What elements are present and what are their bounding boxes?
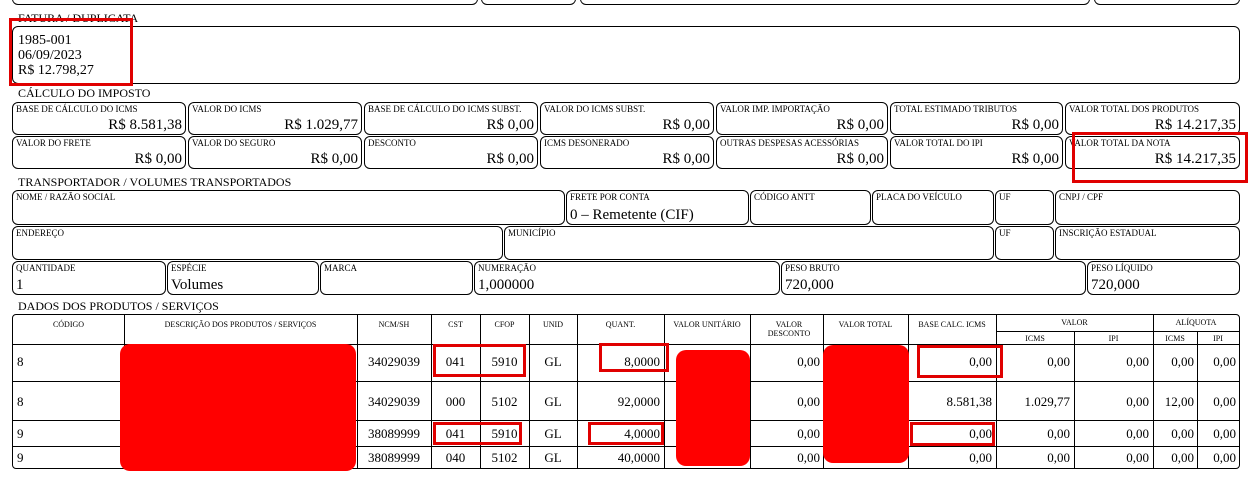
imposto-row2-field-3 [540, 136, 714, 169]
cell-codigo: 9 [17, 426, 24, 441]
imposto-field-value: R$ 14.217,35 [1154, 151, 1236, 167]
header-valor-unitario: VALOR UNITÁRIO [673, 320, 741, 329]
frete-value: 0 – Remetente (CIF) [570, 207, 694, 223]
antt-label: CÓDIGO ANTT [754, 192, 815, 202]
header-valor-desconto: VALOR DESCONTO [767, 320, 811, 338]
imposto-field-label: VALOR DO ICMS [192, 104, 262, 114]
marca-label: MARCA [324, 263, 358, 273]
imposto-row1-field-6 [1065, 102, 1240, 135]
marca-box [320, 261, 473, 295]
imposto-section-title: CÁLCULO DO IMPOSTO [18, 86, 151, 100]
imposto-field-label: DESCONTO [368, 138, 416, 148]
placa-box [872, 190, 994, 225]
peso-bruto-label: PESO BRUTO [785, 263, 840, 273]
imposto-row1-field-5 [890, 102, 1063, 135]
col-line [357, 315, 358, 468]
imposto-field-value: R$ 8.581,38 [108, 117, 182, 133]
header-base-icms: BASE CALC. ICMS [918, 320, 986, 329]
header-valor-group: VALOR [1061, 318, 1088, 327]
highlight-fatura [9, 18, 133, 86]
imposto-field-value: R$ 0,00 [836, 117, 884, 133]
placa-label: PLACA DO VEÍCULO [876, 192, 962, 202]
imposto-field-label: OUTRAS DESPESAS ACESSÓRIAS [720, 138, 860, 148]
nome-razao-box [12, 190, 565, 225]
header-descricao: DESCRIÇÃO DOS PRODUTOS / SERVIÇOS [164, 320, 317, 329]
fatura-section-title: FATURA / DUPLICATA [18, 11, 139, 25]
highlight-row1-quant [599, 343, 669, 372]
numeracao-value: 1,000000 [478, 277, 535, 293]
header-codigo: CÓDIGO [52, 320, 85, 329]
header-aliquota-group: ALÍQUOTA [1175, 318, 1217, 327]
cell-ncm: 38089999 [368, 450, 420, 465]
especie-label: ESPÉCIE [171, 263, 207, 273]
transportador-section-title: TRANSPORTADOR / VOLUMES TRANSPORTADOS [18, 175, 292, 189]
header-unid: UNID [543, 320, 563, 329]
imposto-field-value: R$ 0,00 [1011, 117, 1059, 133]
quantidade-box [12, 261, 166, 295]
municipio-box [504, 226, 994, 260]
uf-label: UF [999, 192, 1011, 202]
peso-liquido-box [1087, 261, 1240, 295]
cell-a_ipi: 0,00 [1213, 426, 1236, 441]
cell-cst: 041 [445, 354, 466, 369]
cell-codigo: 8 [17, 393, 24, 409]
cell-v_icms: 0,00 [1047, 354, 1070, 369]
imposto-row2-field-4 [716, 136, 888, 169]
top-cutoff-box-1 [12, 0, 478, 5]
cell-cfop: 5910 [491, 354, 518, 369]
imposto-field-label: VALOR DO SEGURO [192, 138, 276, 148]
col-line [577, 315, 578, 468]
imposto-field-value: R$ 0,00 [662, 151, 710, 167]
cell-a_icms: 12,00 [1164, 393, 1194, 409]
header-aliquota-icms: ICMS [1165, 334, 1185, 343]
cell-cst: 040 [445, 450, 466, 465]
cnpj-label: CNPJ / CPF [1059, 192, 1104, 202]
redaction-descricao [120, 344, 356, 471]
cell-a_icms: 0,00 [1171, 450, 1194, 465]
cell-quant: 92,0000 [617, 393, 660, 409]
cell-ncm: 34029039 [368, 393, 420, 409]
imposto-row2-field-5 [890, 136, 1063, 169]
header-cfop: CFOP [494, 320, 515, 329]
endereco-label: ENDEREÇO [16, 228, 64, 238]
cell-base: 8.581,38 [946, 393, 992, 409]
imposto-field-value: R$ 14.217,35 [1154, 117, 1236, 133]
imposto-row2-field-0 [12, 136, 186, 169]
endereco-box [12, 226, 503, 260]
cell-v_ipi: 0,00 [1126, 450, 1149, 465]
cell-a_ipi: 0,00 [1213, 393, 1236, 409]
quantidade-value: 1 [16, 277, 24, 293]
imposto-field-value: R$ 0,00 [134, 151, 182, 167]
frete-label: FRETE POR CONTA [570, 192, 650, 202]
imposto-field-label: VALOR TOTAL DA NOTA [1069, 138, 1171, 148]
group-header-divider [996, 331, 1239, 332]
imposto-row1-field-2 [364, 102, 538, 135]
peso-bruto-value: 720,000 [785, 277, 834, 293]
header-aliquota-ipi: IPI [1213, 334, 1223, 343]
imposto-row1-field-1 [188, 102, 362, 135]
cell-unid: GL [544, 426, 562, 441]
cell-desconto: 0,00 [797, 354, 820, 369]
cell-v_icms: 1.029,77 [1024, 393, 1070, 409]
peso-liquido-value: 720,000 [1091, 277, 1140, 293]
highlight-row1-base [917, 345, 1003, 378]
especie-box [167, 261, 319, 295]
uf2-label: UF [999, 228, 1011, 238]
top-cutoff-box-4 [1094, 0, 1240, 5]
cell-cst: 000 [445, 393, 466, 409]
top-cutoff-box-2 [481, 0, 576, 5]
header-valor-icms: ICMS [1025, 334, 1045, 343]
col-line [529, 315, 530, 468]
numeracao-label: NUMERAÇÃO [478, 263, 537, 273]
fatura-valor: R$ 12.798,27 [18, 63, 94, 78]
cnpj-box [1055, 190, 1240, 225]
cell-v_ipi: 0,00 [1126, 354, 1149, 369]
cell-cfop: 5910 [491, 426, 518, 441]
nome-razao-label: NOME / RAZÃO SOCIAL [16, 192, 116, 202]
cell-a_ipi: 0,00 [1213, 354, 1236, 369]
cell-codigo: 9 [17, 450, 24, 465]
imposto-field-label: VALOR DO FRETE [16, 138, 91, 148]
highlight-valor-total-nota [1072, 132, 1248, 183]
imposto-row1-field-0 [12, 102, 186, 135]
imposto-field-label: VALOR DO ICMS SUBST. [544, 104, 646, 114]
ie-label: INSCRIÇÃO ESTADUAL [1059, 228, 1157, 238]
uf2-box [995, 226, 1054, 260]
antt-box [750, 190, 871, 225]
col-line [750, 315, 751, 468]
municipio-label: MUNICÍPIO [508, 228, 556, 238]
especie-value: Volumes [171, 277, 224, 293]
imposto-field-label: VALOR IMP. IMPORTAÇÃO [720, 104, 830, 114]
imposto-field-value: R$ 0,00 [486, 151, 534, 167]
highlight-row1-cst-cfop [433, 344, 526, 377]
fatura-box [12, 26, 1240, 84]
imposto-field-label: TOTAL ESTIMADO TRIBUTOS [894, 104, 1017, 114]
highlight-row3-base [910, 422, 995, 446]
cell-unid: GL [544, 354, 562, 369]
imposto-row2-field-1 [188, 136, 362, 169]
cell-base: 0,00 [969, 354, 992, 369]
imposto-field-label: ICMS DESONERADO [544, 138, 630, 148]
cell-v_icms: 0,00 [1047, 426, 1070, 441]
header-quant: QUANT. [605, 320, 636, 329]
imposto-field-label: BASE DE CÁLCULO DO ICMS [16, 104, 138, 114]
cell-cst: 041 [445, 426, 466, 441]
header-valor-total: VALOR TOTAL [838, 320, 893, 329]
imposto-field-value: R$ 0,00 [486, 117, 534, 133]
redaction-valor-unitario [676, 350, 750, 466]
uf-box [995, 190, 1054, 225]
cell-cfop: 5102 [491, 393, 518, 409]
highlight-row3-quant [588, 422, 664, 445]
peso-liquido-label: PESO LÍQUIDO [1091, 263, 1153, 273]
cell-v_ipi: 0,00 [1126, 426, 1149, 441]
highlight-row3-cst-cfop [433, 422, 522, 445]
peso-bruto-box [781, 261, 1086, 295]
imposto-row1-field-3 [540, 102, 714, 135]
numeracao-box [474, 261, 780, 295]
frete-box [566, 190, 749, 225]
cell-ncm: 34029039 [368, 354, 420, 369]
col-line [664, 315, 665, 468]
cell-a_icms: 0,00 [1171, 354, 1194, 369]
cell-quant: 40,0000 [617, 450, 660, 465]
header-valor-ipi: IPI [1108, 334, 1119, 343]
col-line [480, 315, 481, 468]
imposto-field-label: VALOR TOTAL DO IPI [894, 138, 983, 148]
cell-desconto: 0,00 [797, 393, 820, 409]
imposto-field-value: R$ 0,00 [662, 117, 710, 133]
cell-unid: GL [544, 450, 562, 465]
produtos-section-title: DADOS DOS PRODUTOS / SERVIÇOS [18, 299, 219, 313]
quantidade-label: QUANTIDADE [16, 263, 76, 273]
imposto-field-value: R$ 0,00 [310, 151, 358, 167]
redaction-valor-total [823, 345, 909, 463]
imposto-field-value: R$ 0,00 [836, 151, 884, 167]
imposto-field-label: VALOR TOTAL DOS PRODUTOS [1069, 104, 1200, 114]
cell-codigo: 8 [17, 354, 24, 369]
imposto-field-label: BASE DE CÁLCULO DO ICMS SUBST. [368, 104, 522, 114]
col-line [431, 315, 432, 468]
cell-base: 0,00 [969, 450, 992, 465]
header-cst: CST [448, 320, 463, 329]
cell-a_icms: 0,00 [1171, 426, 1194, 441]
cell-desconto: 0,00 [797, 426, 820, 441]
cell-unid: GL [544, 393, 562, 409]
cell-a_ipi: 0,00 [1213, 450, 1236, 465]
cell-v_ipi: 0,00 [1126, 393, 1149, 409]
ie-box [1055, 226, 1240, 260]
cell-base: 0,00 [969, 426, 992, 441]
cell-desconto: 0,00 [797, 450, 820, 465]
cell-ncm: 38089999 [368, 426, 420, 441]
imposto-field-value: R$ 0,00 [1011, 151, 1059, 167]
imposto-row2-field-2 [364, 136, 538, 169]
fatura-vencimento: 06/09/2023 [18, 48, 82, 63]
imposto-row1-field-4 [716, 102, 888, 135]
imposto-field-value: R$ 1.029,77 [284, 117, 358, 133]
cell-quant: 8,0000 [624, 354, 660, 369]
cell-cfop: 5102 [491, 450, 518, 465]
header-ncm: NCM/SH [378, 320, 410, 329]
cell-v_icms: 0,00 [1047, 450, 1070, 465]
fatura-numero: 1985-001 [18, 33, 72, 48]
top-cutoff-box-3 [580, 0, 1090, 5]
cell-quant: 4,0000 [624, 426, 660, 441]
